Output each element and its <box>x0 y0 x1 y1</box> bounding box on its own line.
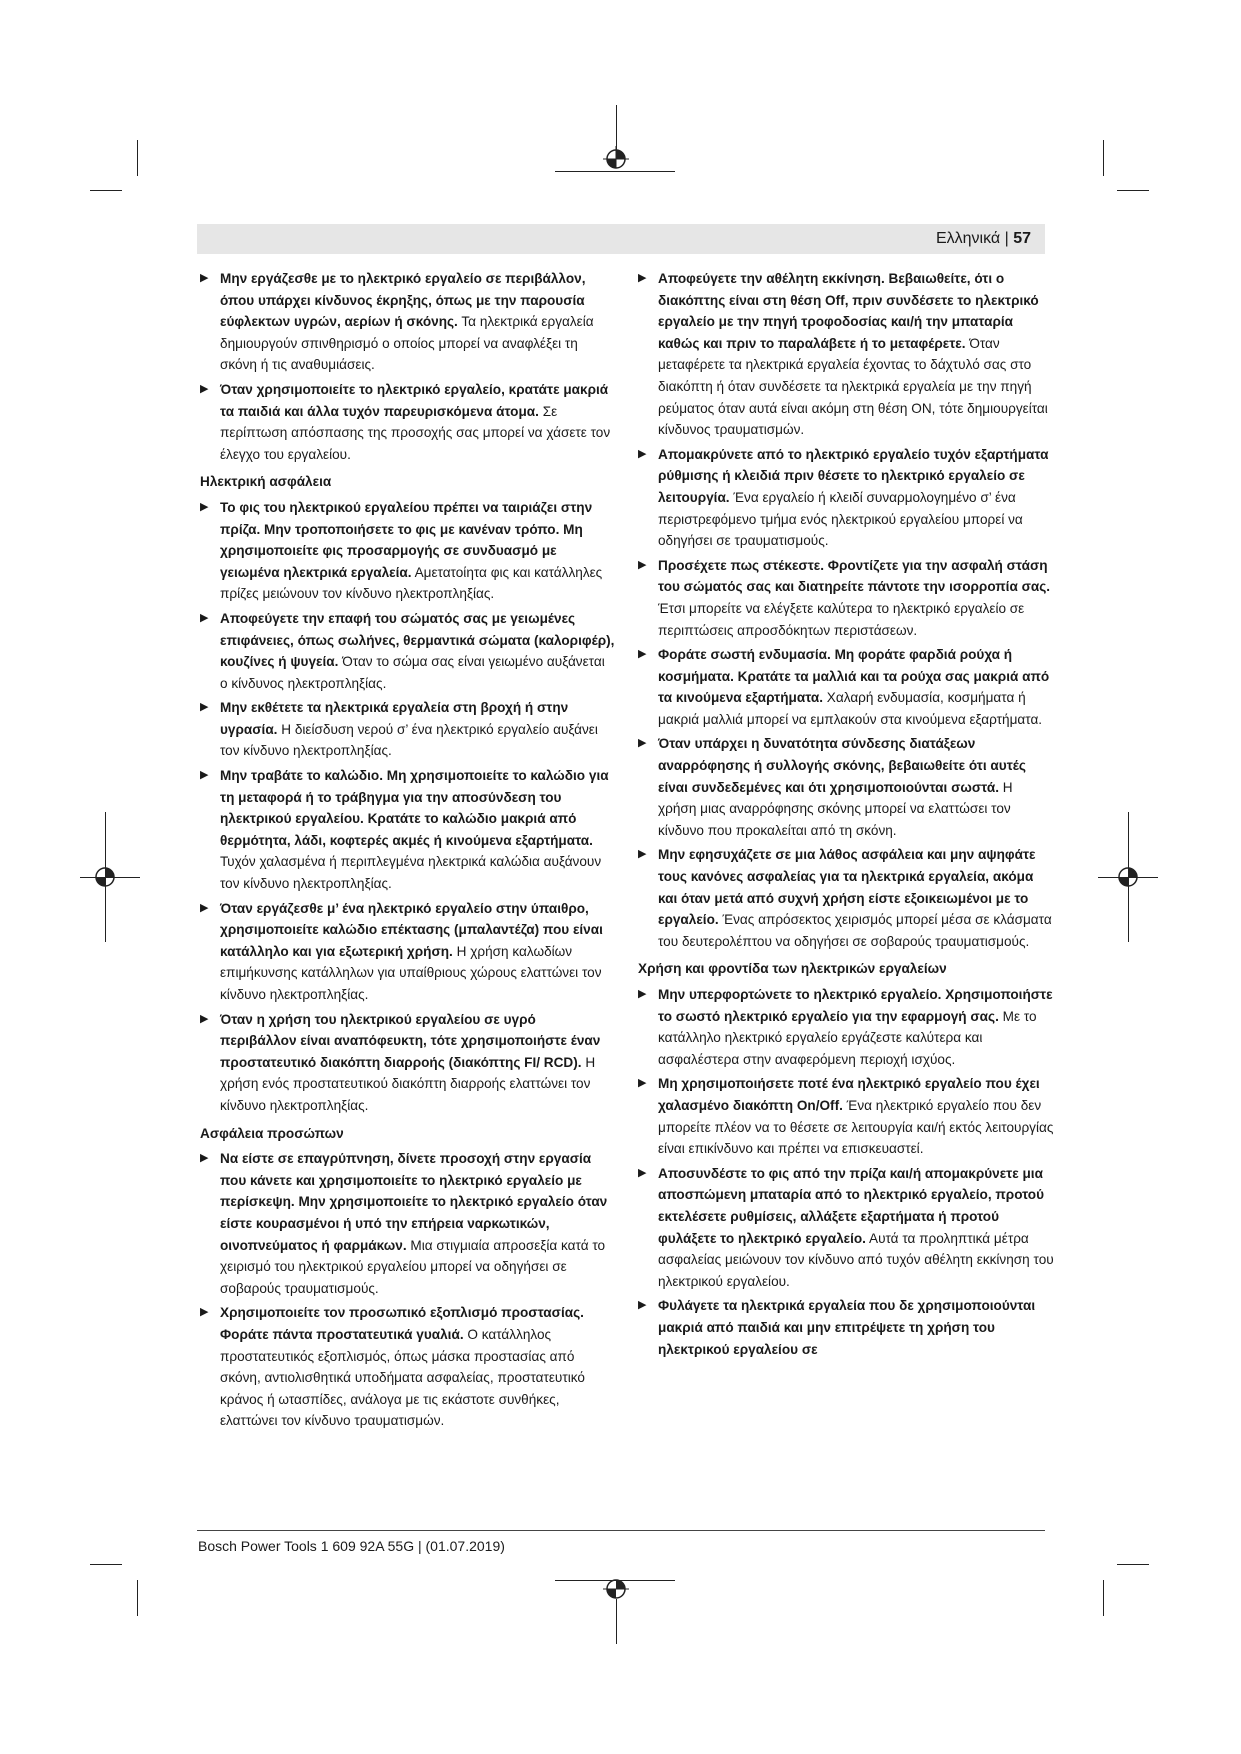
instruction-text: Τα ηλεκτρικά εργαλεία δημιουργούν σπινθηρισμό ο οποίος μπορεί να αναφλέξει τη σκόνη ή τις αναθυμιάσεις. <box>220 314 594 373</box>
instruction-bold: Όταν χρησιμοποιείτε το ηλεκτρικό εργαλείο, κρατάτε μακριά τα παιδιά και άλλα τυχόν παρευρισκόμενα άτομα. <box>220 381 609 419</box>
instruction-text: Τυχόν χαλασμένα ή περιπλεγμένα ηλεκτρικά καλώδια αυξάνουν τον κίνδυνο ηλεκτροπληξίας. <box>220 854 602 892</box>
instruction-bold: Μην εργάζεσθε με το ηλεκτρικό εργαλείο σε περιβάλλον, όπου υπάρχει κίνδυνος έκρηξης, όπως με την παρουσία εύφλεκτων υγρών, αερίων ή σκόνης. <box>220 271 586 330</box>
bullet-arrow-icon: ▶ <box>638 447 647 460</box>
instruction-text: Ένας απρόσεκτος χειρισμός μπορεί μέσα σε κλάσματα του δευτερολέπτου να οδηγήσει σε σοβαρούς τραυματισμούς. <box>658 912 1052 949</box>
instruction-text: Η χρήση μιας αναρρόφησης σκόνης μπορεί να ελαττώσει τον κίνδυνο που προκαλείται από τη σκόνη. <box>658 779 1013 838</box>
crop-mark <box>90 190 122 191</box>
bullet-arrow-icon: ▶ <box>200 701 209 714</box>
crop-mark <box>90 1564 122 1565</box>
list-item <box>638 555 1054 641</box>
instruction-bold: Μην εκθέτετε τα ηλεκτρικά εργαλεία στη βροχή ή στην υγρασία. <box>220 700 569 737</box>
instruction-text: Ένα ηλεκτρικό εργαλείο που δεν μπορείτε πλέον να το θέσετε σε λειτουργία και/ή εκτός λειτουργίας είναι επικίνδυνο και πρέπει να επισκευαστεί. <box>658 1097 1054 1157</box>
instruction-text: Έτσι μπορείτε να ελέγξετε καλύτερα το ηλεκτρικό εργαλείο σε περιπτώσεις απροσδόκητων περιστάσεων. <box>658 600 1025 638</box>
list-item <box>200 608 616 694</box>
bullet-arrow-icon: ▶ <box>200 1306 209 1319</box>
instruction-bold: Να είστε σε επαγρύπνηση, δίνετε προσοχή στην εργασία που κάνετε και χρησιμοποιείτε το ηλεκτρικό εργαλείο με περίσκεψη. Μην χρησιμοποιείτε το ηλεκτρικό εργαλείο όταν είστε κουρασμένοι ή υπό την επήρεια ναρκωτικών, οινοπνεύματος ή φαρμάκων. <box>220 1151 608 1253</box>
crop-mark <box>137 1580 138 1616</box>
bullet-arrow-icon: ▶ <box>638 1166 647 1179</box>
crop-mark <box>137 140 138 176</box>
instruction-text: Αυτά τα προληπτικά μέτρα ασφαλείας μειώνουν τον κίνδυνο από τυχόν αθέλητη εκκίνηση του ηλεκτρικού εργαλείου. <box>658 1230 1054 1289</box>
section-heading: Ασφάλεια προσώπων <box>200 1125 344 1141</box>
section-heading: Ηλεκτρική ασφάλεια <box>200 474 332 490</box>
instruction-text: Σε περίπτωση απόσπασης της προσοχής σας μπορεί να χάσετε τον έλεγχο του εργαλείου. <box>220 403 611 462</box>
bullet-arrow-icon: ▶ <box>200 1152 209 1165</box>
instruction-bold: Αποφεύγετε την επαφή του σώματός σας με γειωμένες επιφάνειες, όπως σωλήνες, θερμαντικά σώματα (καλοριφέρ), κουζίνες ή ψυγεία. <box>220 610 615 670</box>
instruction-text: Όταν μεταφέρετε τα ηλεκτρικά εργαλεία έχοντας το δάχτυλό σας στο διακόπτη ή όταν συνδέσετε τα ηλεκτρικά εργαλεία με την πηγή ρεύματος όταν αυτά είναι ακόμη στη θέση ON, τότε δημιουργείται κίνδυνος τραυματισμών. <box>658 335 1048 438</box>
crop-mark <box>1103 140 1104 176</box>
list-item <box>638 268 1054 441</box>
bullet-arrow-icon: ▶ <box>200 500 209 513</box>
left-column <box>200 268 616 1435</box>
instruction-bold: Όταν εργάζεσθε μ’ ένα ηλεκτρικό εργαλείο στην ύπαιθρο, χρησιμοποιείτε καλώδιο επέκτασης (μπαλαντέζα) που είναι κατάλληλο και για εξωτερική χρήση. <box>220 900 603 959</box>
list-item <box>200 497 616 605</box>
footer-text: Bosch Power Tools 1 609 92A 55G | (01.07.2019) <box>198 1538 505 1554</box>
page-header <box>936 228 1031 250</box>
section-heading: Χρήση και φροντίδα των ηλεκτρικών εργαλείων <box>638 961 947 977</box>
bullet-arrow-icon: ▶ <box>200 769 209 782</box>
bullet-arrow-icon: ▶ <box>200 382 209 395</box>
instruction-bold: Αποφεύγετε την αθέλητη εκκίνηση. Βεβαιωθείτε, ότι ο διακόπτης είναι στη θέση Off, πριν συνδέσετε το ηλεκτρικό εργαλείο με την πηγή τροφοδοσίας και/ή την μπαταρία καθώς και πριν το παραλάβετε ή το μεταφέρετε. <box>658 271 1039 351</box>
instruction-text: Όταν το σώμα σας είναι γειωμένο αυξάνεται ο κίνδυνος ηλεκτροπληξίας. <box>220 654 605 691</box>
instruction-text: Μια στιγμιαία απροσεξία κατά το χειρισμό του ηλεκτρικού εργαλείου μπορεί να οδηγήσει σε σοβαρούς τραυματισμούς. <box>220 1237 606 1296</box>
instruction-text: Ένα εργαλείο ή κλειδί συναρμολογημένο σ’ ένα περιστρεφόμενο τμήμα ενός ηλεκτρικού εργαλείου μπορεί να οδηγήσει σε τραυματισμούς. <box>658 489 1023 549</box>
instruction-text: Ο κατάλληλος προστατευτικός εξοπλισμός, όπως μάσκα προστασίας από σκόνη, αντιολισθητικά υποδήματα ασφαλείας, προστατευτικό κράνος ή ωτασπίδες, ανάλογα με τις εκάστοτε συνθήκες, ελαττώνει τον κίνδυνο τραυματισμών. <box>220 1326 585 1429</box>
list-item <box>200 1009 616 1117</box>
list-item <box>638 844 1054 952</box>
list-item <box>200 268 616 376</box>
crop-mark <box>616 1599 617 1644</box>
header-bar <box>197 224 1045 254</box>
right-column <box>638 268 1054 1363</box>
list-item <box>638 984 1054 1070</box>
bullet-arrow-icon: ▶ <box>638 648 647 661</box>
bullet-arrow-icon: ▶ <box>638 737 647 750</box>
list-item <box>200 697 616 762</box>
instruction-bold: Χρησιμοποιείτε τον προσωπικό εξοπλισμό προστασίας. Φοράτε πάντα προστατευτικά γυαλιά. <box>220 1305 584 1342</box>
instruction-bold: Φυλάγετε τα ηλεκτρικά εργαλεία που δε χρησιμοποιούνται μακριά από παιδιά και μην επιτρέψετε τη χρήση του ηλεκτρικού εργαλείου σε <box>658 1298 1036 1357</box>
bullet-arrow-icon: ▶ <box>200 611 209 624</box>
footer-divider <box>197 1530 1045 1531</box>
crop-mark <box>616 105 617 150</box>
list-item <box>638 1073 1054 1159</box>
list-item <box>638 1163 1054 1293</box>
section-label: Ελληνικά <box>935 230 1001 247</box>
bullet-arrow-icon: ▶ <box>638 988 647 1000</box>
instruction-bold: Μην τραβάτε το καλώδιο. Μη χρησιμοποιείτε το καλώδιο για τη μεταφορά ή το τράβηγμα για την αποσύνδεση του ηλεκτρικού εργαλείου. Κρατάτε το καλώδιο μακριά από θερμότητα, λάδι, κοφτερές ακμές ή κινούμενα εξαρτήματα. <box>220 768 609 848</box>
instruction-bold: Μην εφησυχάζετε σε μια λάθος ασφάλεια και μην αψηφάτε τους κανόνες ασφαλείας για τα ηλεκτρικά εργαλεία, ακόμα και όταν μετά από συχνή χρήση είστε εξοικειωμένοι με το εργαλείο. <box>658 847 1036 928</box>
bullet-arrow-icon: ▶ <box>638 272 647 284</box>
list-item <box>638 733 1054 841</box>
instruction-bold: Αποσυνδέστε το φις από την πρίζα και/ή απομακρύνετε μια αποσπώμενη μπαταρία από το ηλεκτρικό εργαλείο, προτού εκτελέσετε ρυθμίσεις, αλλάξετε εξαρτήματα ή προτού φυλάξετε το ηλεκτρικό εργαλείο. <box>658 1165 1045 1246</box>
bullet-arrow-icon: ▶ <box>638 1077 647 1090</box>
instruction-bold: Το φις του ηλεκτρικού εργαλείου πρέπει να ταιριάζει στην πρίζα. Μην τροποποιήσετε το φις με κανέναν τρόπο. Μη χρησιμοποιείτε φις προσαρμογής σε συνδυασμό με γειωμένα ηλεκτρικά εργαλεία. <box>220 499 593 580</box>
instruction-bold: Όταν υπάρχει η δυνατότητα σύνδεσης διατάξεων αναρρόφησης ή συλλογής σκόνης, βεβαιωθείτε ότι αυτές είναι συνδεδεμένες και ότι χρησιμοποιούνται σωστά. <box>658 736 1026 795</box>
list-item <box>200 1302 616 1432</box>
instruction-bold: Μην υπερφορτώνετε το ηλεκτρικό εργαλείο. Χρησιμοποιήστε το σωστό ηλεκτρικό εργαλείο για την εφαρμογή σας. <box>658 987 1053 1024</box>
bullet-arrow-icon: ▶ <box>200 272 209 284</box>
list-item <box>200 1148 616 1299</box>
instruction-text: Με το κατάλληλο ηλεκτρικό εργαλείο εργάζεστε καλύτερα και ασφαλέστερα στην αναφερόμενη περιοχή ισχύος. <box>658 1008 1037 1067</box>
instruction-text: Αμετατοίητα φις και κατάλληλες πρίζες μειώνουν τον κίνδυνο ηλεκτροπληξίας. <box>220 564 603 602</box>
page-number: 57 <box>1013 230 1031 247</box>
instruction-bold: Προσέχετε πως στέκεστε. Φροντίζετε για την ασφαλή στάση του σώματός σας και διατηρείτε πάντοτε την ισορροπία σας. <box>658 557 1051 595</box>
instruction-text: Η χρήση καλωδίων επιμήκυνσης κατάλληλων για υπαίθριους χώρους ελαττώνει τον κίνδυνο ηλεκτροπληξίας. <box>220 943 602 1002</box>
list-item <box>200 765 616 895</box>
list-item <box>200 379 616 465</box>
crop-mark <box>80 877 140 878</box>
bullet-arrow-icon: ▶ <box>638 1299 647 1312</box>
instruction-text: Χαλαρή ενδυμασία, κοσμήματα ή μακριά μαλλιά μπορεί να εμπλακούν στα κινούμενα εξαρτήματα. <box>658 690 1043 727</box>
instruction-text: Η χρήση ενός προστατευτικού διακόπτη διαρροής ελαττώνει τον κίνδυνο ηλεκτροπληξίας. <box>220 1054 596 1113</box>
crop-mark <box>1117 190 1149 191</box>
bullet-arrow-icon: ▶ <box>200 901 209 914</box>
bullet-arrow-icon: ▶ <box>200 1012 209 1025</box>
list-item <box>200 898 616 1006</box>
instruction-text: Η διείσδυση νερού σ’ ένα ηλεκτρικό εργαλείο αυξάνει τον κίνδυνο ηλεκτροπληξίας. <box>220 721 598 759</box>
crop-mark <box>1117 1564 1149 1565</box>
bullet-arrow-icon: ▶ <box>638 558 647 571</box>
header-separator: | <box>1000 230 1014 247</box>
instruction-bold: Όταν η χρήση του ηλεκτρικού εργαλείου σε υγρό περιβάλλον είναι αναπόφευκτη, τότε χρησιμοποιήστε έναν προστατευτικό διακόπτη διαρροής (διακόπτης FI/ RCD). <box>220 1011 601 1070</box>
instruction-bold: Απομακρύνετε από το ηλεκτρικό εργαλείο τυχόν εξαρτήματα ρύθμισης ή κλειδιά πριν θέσετε το ηλεκτρικό εργαλείο σε λειτουργία. <box>658 446 1049 505</box>
list-item <box>638 1295 1054 1360</box>
crop-mark <box>1103 1580 1104 1616</box>
bullet-arrow-icon: ▶ <box>638 848 647 861</box>
instruction-bold: Μη χρησιμοποιήσετε ποτέ ένα ηλεκτρικό εργαλείο που έχει χαλασμένο διακόπτη On/Off. <box>658 1076 1040 1113</box>
list-item <box>638 444 1054 552</box>
crop-mark <box>555 171 675 172</box>
list-item <box>638 644 1054 730</box>
instruction-bold: Φοράτε σωστή ενδυμασία. Μη φοράτε φαρδιά ρούχα ή κοσμήματα. Κρατάτε τα μαλλιά και τα ρούχα σας μακριά από τα κινούμενα εξαρτήματα. <box>658 647 1050 706</box>
crop-mark <box>555 1580 675 1581</box>
crop-mark <box>1098 877 1158 878</box>
